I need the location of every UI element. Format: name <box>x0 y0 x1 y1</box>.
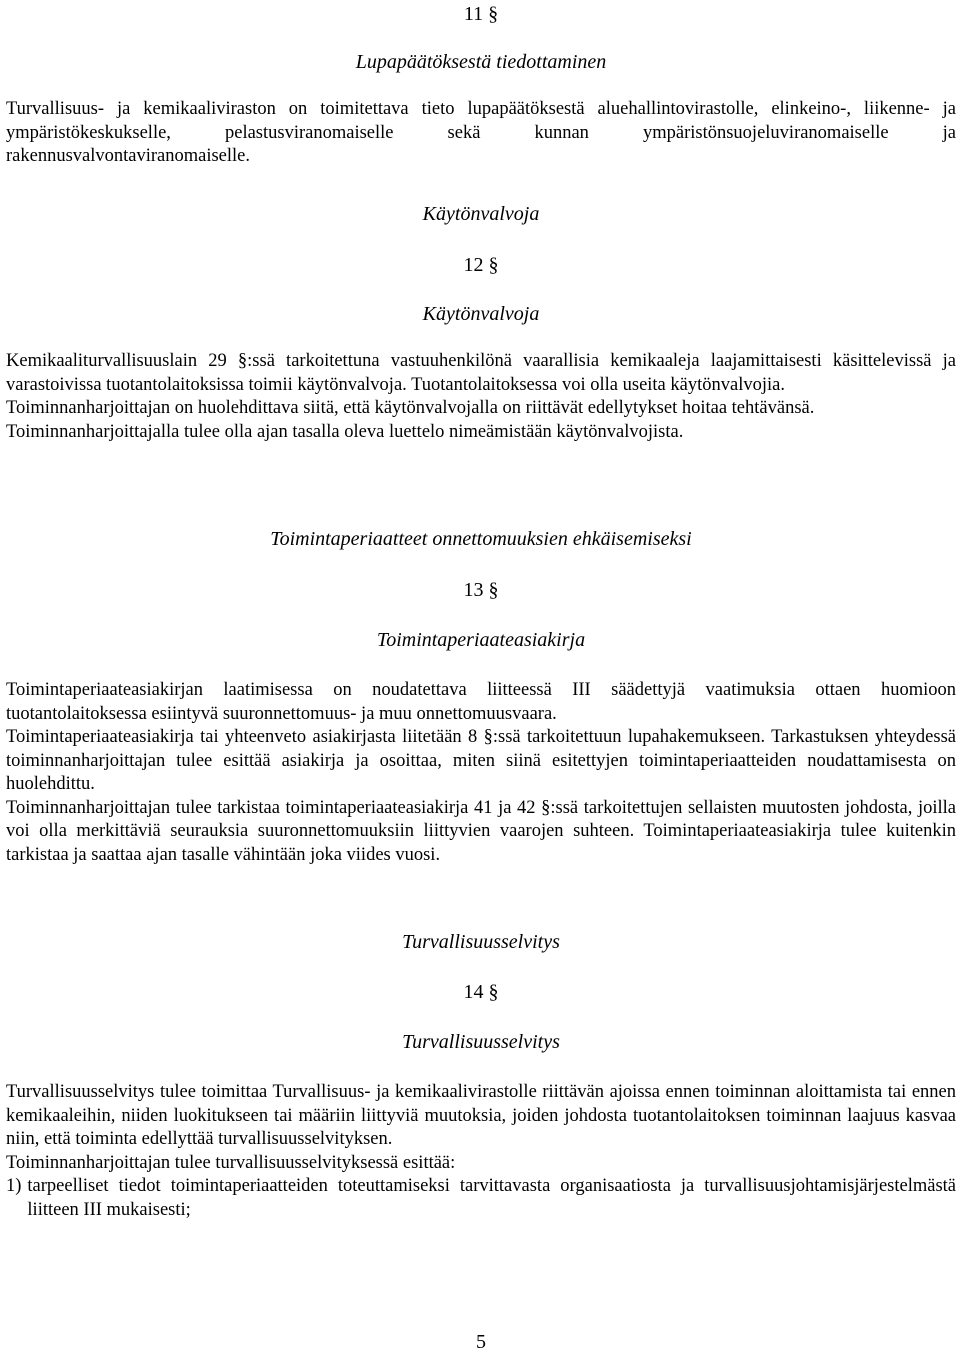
section-number-13: 13 § <box>463 579 499 601</box>
paragraph: Toimintaperiaateasiakirjan laatimisessa on noudatettava liitteessä III säädettyjä vaatimuksia ottaen huomioon tuotantolaitoksessa esiintyvä suuronnettomuus- ja muu onnettomuusvaara. <box>6 680 956 724</box>
section-number-11: 11 § <box>463 3 499 25</box>
paragraph: Toimintaperiaateasiakirja tai yhteenveto asiakirjasta liitetään 8 §:ssä tarkoitettuun lupahakemukseen. Tarkastuksen yhteydessä toiminnanharjoittajan tulee esittää asiakirja ja osoittaa, miten siinä esitettyjen toimintaperiaatteiden noudattamisesta on huolehdittu. <box>6 727 956 794</box>
paragraph: Turvallisuus- ja kemikaaliviraston on toimitettava tieto lupapäätöksestä aluehallintovirastolle, elinkeino-, liikenne- ja ympäristökeskukselle, pelastusviranomaiselle sekä kunnan ympäristönsuojeluviranomaiselle ja rakennusvalvontaviranomaiselle. <box>6 99 956 166</box>
paragraph: Toiminnanharjoittajan tulee turvallisuusselvityksessä esittää: <box>6 1152 456 1173</box>
list-item-number: 1) <box>6 1176 22 1196</box>
section-number-12: 12 § <box>463 254 499 276</box>
paragraph: Kemikaaliturvallisuuslain 29 §:ssä tarkoitettuna vastuuhenkilönä vaarallisia kemikaaleja laajamittaisesti käsittelevissä ja varastoivissa tuotantolaitoksissa toimii käytönvalvoja. Tuotantolaitoksessa voi olla useita käytönvalvojia. <box>6 351 956 395</box>
section-body-12 <box>6 350 956 444</box>
list-item <box>6 1175 956 1222</box>
chapter-heading-kaytonvalvoja: Käytönvalvoja <box>422 203 540 225</box>
section-title-11: Lupapäätöksestä tiedottaminen <box>355 51 607 73</box>
paragraph: Toiminnanharjoittajalla tulee olla ajan tasalla oleva luettelo nimeämistään käytönvalvojista. <box>6 421 684 442</box>
paragraph: Toiminnanharjoittajan on huolehdittava siitä, että käytönvalvojalla on riittävät edellytykset hoitaa tehtävänsä. <box>6 398 815 418</box>
paragraph: Toiminnanharjoittajan tulee tarkistaa toimintaperiaateasiakirja 41 ja 42 §:ssä tarkoitettujen sellaisten muutosten johdosta, joilla voi olla merkittäviä seurauksia suuronnettomuuksiin liittyvien vaarojen suhteen. Toimintaperiaateasiakirja tulee kuitenkin tarkistaa ja saattaa ajan tasalle vähintään joka viides vuosi. <box>6 797 956 865</box>
section-title-12: Käytönvalvoja <box>422 303 540 325</box>
chapter-heading-turvallisuusselvitys: Turvallisuusselvitys <box>402 931 560 953</box>
list-item-text: tarpeelliset tiedot toimintaperiaatteiden toteuttamiseksi tarvittavasta organisaatiosta ja turvallisuusjohtamisjärjestelmästä liitteen III mukaisesti; <box>27 1176 956 1220</box>
section-body-13 <box>6 679 956 867</box>
section-number-14: 14 § <box>463 981 499 1003</box>
chapter-heading-toimintaperiaatteet: Toimintaperiaatteet onnettomuuksien ehkäisemiseksi <box>270 528 692 550</box>
section-title-14: Turvallisuusselvitys <box>402 1031 560 1053</box>
section-title-13: Toimintaperiaateasiakirja <box>376 629 586 651</box>
section-body-14 <box>6 1081 956 1222</box>
section-body-11 <box>6 98 956 169</box>
paragraph: Turvallisuusselvitys tulee toimittaa Turvallisuus- ja kemikaalivirastolle riittävän ajoissa ennen toiminnan aloittamista tai ennen kemikaaleihin, niiden luokitukseen tai määriin liittyviä muutoksia, joiden johdosta tuotantolaitoksen toiminnan laajuus kasvaa niin, että toiminta edellyttää turvallisuusselvityksen. <box>6 1082 956 1149</box>
page-number: 5 <box>476 1331 486 1353</box>
